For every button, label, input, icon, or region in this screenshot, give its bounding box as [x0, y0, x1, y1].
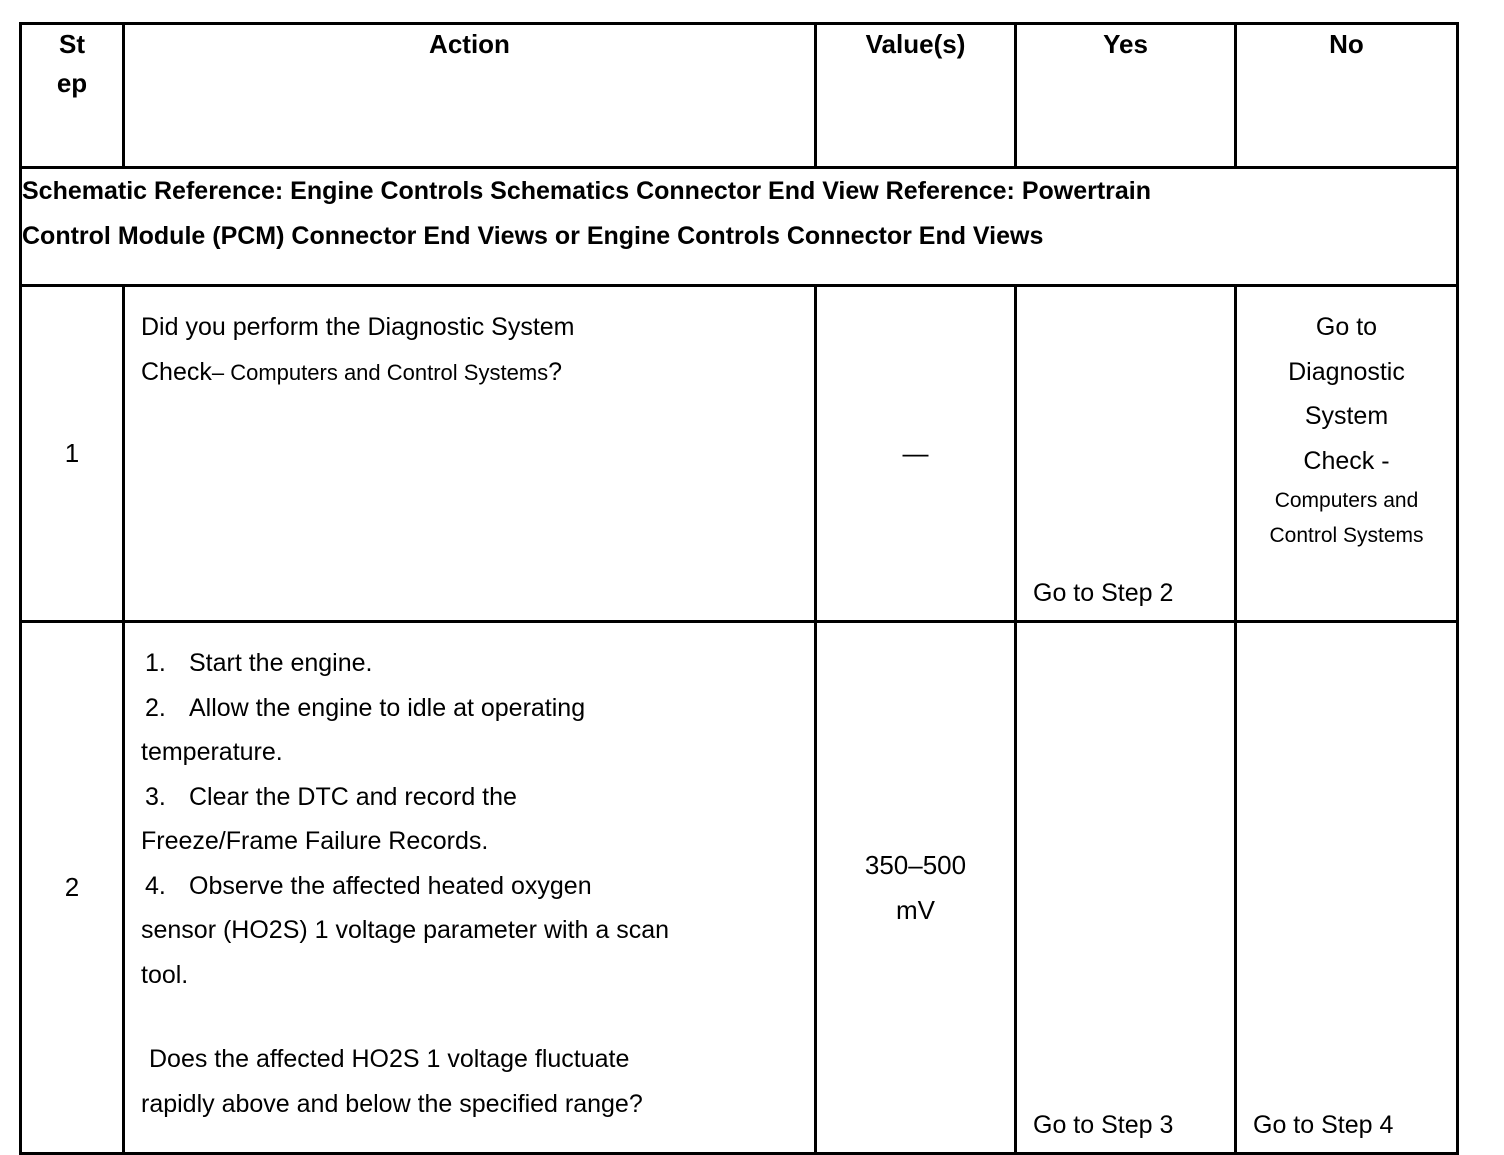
list-item — [141, 864, 814, 998]
action-dash: – — [211, 359, 231, 385]
list-text: Allow the engine to idle at operating — [189, 693, 586, 722]
list-text-cont: tool. — [141, 960, 189, 989]
step-number: 1 — [21, 286, 124, 622]
header-values: Value(s) — [816, 24, 1016, 168]
no-cell — [1236, 286, 1458, 622]
no-line: Go to — [1315, 313, 1378, 341]
header-action: Action — [124, 24, 816, 168]
action-line: Did you perform the Diagnostic System — [141, 313, 575, 341]
table-row — [21, 622, 1458, 1154]
header-step-line2: ep — [56, 68, 88, 98]
list-text: Start the engine. — [189, 649, 373, 677]
header-step — [21, 24, 124, 168]
action-cell — [124, 622, 816, 1154]
list-item — [141, 641, 814, 686]
header-row — [21, 24, 1458, 168]
list-item — [141, 775, 814, 864]
action-line — [141, 350, 814, 396]
question-line: Does the affected HO2S 1 voltage fluctuate — [149, 1045, 630, 1073]
header-no: No — [1236, 24, 1458, 168]
value-cell: — — [816, 286, 1016, 622]
action-question-mark: ? — [548, 357, 563, 386]
step-number: 2 — [21, 622, 124, 1154]
list-text: Observe the affected heated oxygen — [189, 871, 592, 900]
value-unit: mV — [896, 894, 935, 925]
list-text-cont: sensor (HO2S) 1 voltage parameter with a scan — [141, 916, 670, 944]
action-text: Check — [141, 357, 212, 386]
no-cell: Go to Step 4 — [1236, 622, 1458, 1154]
reference-line-1: Schematic Reference: Engine Controls Schematics Connector End View Reference: Powertrain — [22, 177, 1152, 205]
list-number: 1. — [145, 649, 166, 677]
no-small-line: Computers and — [1274, 489, 1419, 512]
list-text: Clear the DTC and record the — [189, 782, 517, 811]
list-item — [141, 686, 814, 775]
question-line: rapidly above and below the specified range? — [141, 1089, 643, 1118]
reference-row — [21, 168, 1458, 286]
reference-line-2: Control Module (PCM) Connector End Views or Engine Controls Connector End Views — [22, 222, 1044, 250]
list-text-cont: temperature. — [141, 738, 283, 766]
value-cell — [816, 622, 1016, 1154]
diagnostic-table — [19, 22, 1459, 1155]
no-line: System — [1304, 402, 1389, 430]
table-row — [21, 286, 1458, 622]
no-line: Diagnostic — [1288, 357, 1405, 386]
no-small-line: Control Systems — [1269, 524, 1424, 547]
yes-cell: Go to Step 2 — [1016, 286, 1236, 622]
action-question — [141, 1037, 814, 1126]
action-link-text: Computers and Control Systems — [230, 359, 549, 385]
list-number: 2. — [145, 693, 166, 722]
no-line: Check - — [1303, 446, 1390, 475]
list-text-cont: Freeze/Frame Failure Records. — [141, 827, 489, 855]
schematic-reference — [21, 168, 1458, 286]
value-range: 350–500 — [864, 849, 967, 880]
action-steps-list — [141, 641, 814, 997]
action-cell — [124, 286, 816, 622]
header-yes: Yes — [1016, 24, 1236, 168]
header-step-line1: St — [59, 29, 85, 59]
list-number: 4. — [145, 871, 166, 900]
yes-cell: Go to Step 3 — [1016, 622, 1236, 1154]
list-number: 3. — [145, 782, 166, 811]
